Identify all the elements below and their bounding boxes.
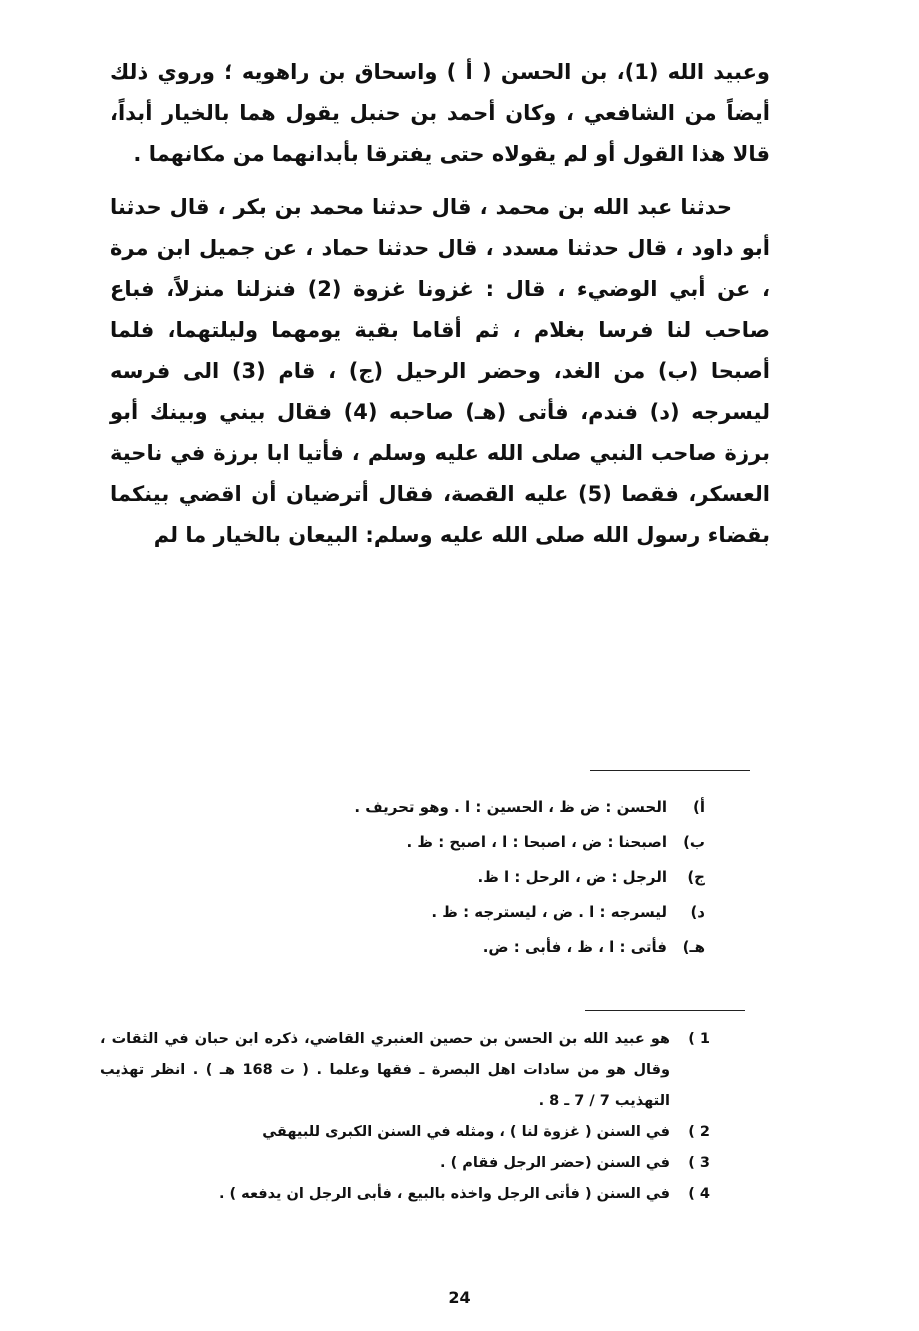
variant-reading-item	[250, 825, 705, 860]
variant-text: اصبحنا : ض ، اصبحا : ا ، اصبح : ظ .	[406, 833, 667, 851]
footnote-number: 4 )	[688, 1186, 710, 1202]
variant-key: ج)	[687, 868, 705, 886]
variant-reading-item	[250, 790, 705, 825]
footnote-divider-bottom	[585, 1010, 745, 1011]
variant-readings-list	[250, 790, 705, 965]
variant-key: أ)	[693, 798, 705, 816]
footnote-text: في السنن ( فأتى الرجل واخذه بالبيع ، فأبى الرجل ان يدفعه ) .	[218, 1186, 670, 1202]
variant-text: ليسرجه : ا . ض ، ليسترجه : ظ .	[431, 903, 667, 921]
footnote-item	[100, 1179, 710, 1210]
variant-text: فأتى : ا ، ظ ، فأبى : ض.	[482, 938, 667, 956]
footnote-text: في السنن (حضر الرجل فقام ) .	[440, 1155, 670, 1171]
footnote-divider-top	[590, 770, 750, 771]
variant-reading-item	[250, 895, 705, 930]
variant-text: الرجل : ض ، الرحل : ا ظ.	[477, 868, 667, 886]
variant-key: د)	[690, 903, 705, 921]
variant-key: هـ)	[682, 938, 705, 956]
main-paragraph-1: وعبيد الله (1)، بن الحسن ( أ ) واسحاق بن راهويه ؛ وروي ذلك أيضاً من الشافعي ، وكان أحمد بن حنبل يقول هما بالخيار أبداً، قالا هذا القول أو لم يقولاه حتى يفترقا بأبدانهما من مكانهما .	[110, 60, 770, 166]
variant-key: ب)	[683, 833, 705, 851]
footnote-number: 3 )	[688, 1155, 710, 1171]
footnote-item	[100, 1148, 710, 1179]
footnote-number: 2 )	[688, 1124, 710, 1140]
main-body-text	[110, 52, 770, 568]
variant-reading-item	[250, 930, 705, 965]
variant-text: الحسن : ض ظ ، الحسين : ا . وهو تحريف .	[354, 798, 667, 816]
variant-reading-item	[250, 860, 705, 895]
main-paragraph-2: حدثنا عبد الله بن محمد ، قال حدثنا محمد بن بكر ، قال حدثنا أبو داود ، قال حدثنا مسدد ، قال حدثنا حماد ، عن جميل ابن مرة ، عن أبي الوضيء ، قال : غزونا غزوة (2) فنزلنا منزلاً، فباع صاحب لنا فرسا بغلام ، ثم أقاما بقية يومهما وليلتهما، فلما أصبحا (ب) من الغد، وحضر الرحيل (ج) ، قام (3) الى فرسه ليسرجه (د) فندم، فأتى (هـ) صاحبه (4) فقال بيني وبينك أبو برزة صاحب النبي صلى الله عليه وسلم ، فأتيا ابا برزة في ناحية العسكر، فقصا (5) عليه القصة، فقال أترضيان أن اقضي بينكما بقضاء رسول الله صلى الله عليه وسلم: البيعان بالخيار ما لم	[110, 195, 770, 547]
footnote-text: هو عبيد الله بن الحسن بن حصين العنبري القاضي، ذكره ابن حبان في الثقات ، وقال هو من سادات اهل البصرة ـ فقها وعلما . ( ت 168 هـ ) . انظر تهذيب التهذيب 7 / 7 ـ 8 .	[100, 1031, 670, 1109]
footnote-item	[100, 1117, 710, 1148]
footnote-item	[100, 1024, 710, 1117]
footnote-text: في السنن ( غزوة لنا ) ، ومثله في السنن الكبرى للبيهقي	[262, 1124, 670, 1140]
footnote-number: 1 )	[688, 1031, 710, 1047]
footnotes-list	[100, 1024, 710, 1210]
page-number: 24	[448, 1288, 471, 1307]
